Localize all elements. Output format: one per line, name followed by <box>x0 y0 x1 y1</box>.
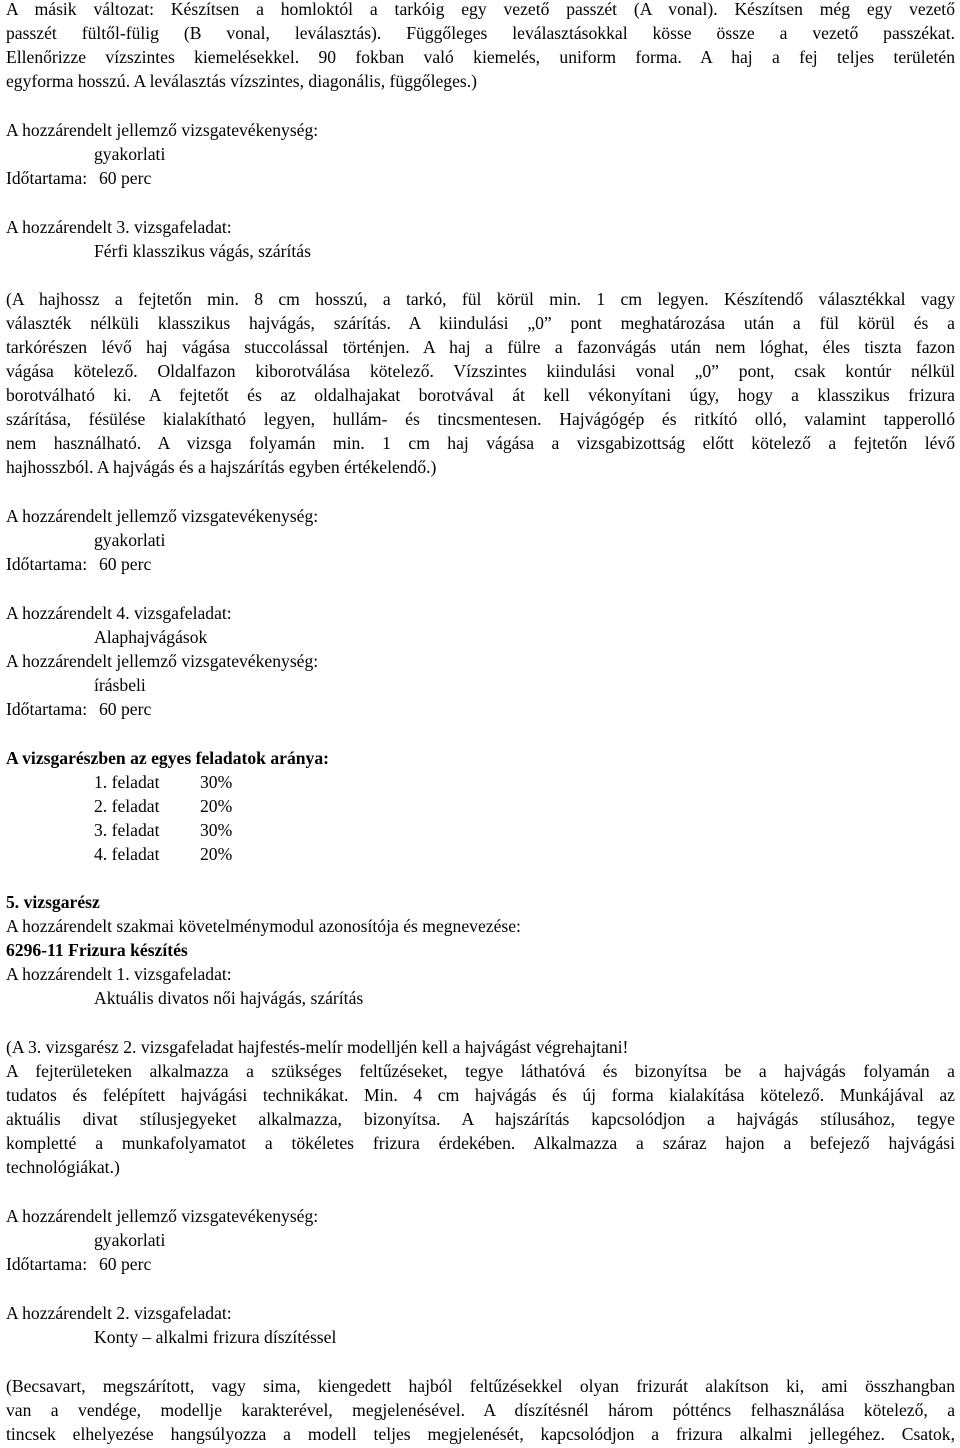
duration-value: 60 perc <box>99 1254 152 1274</box>
ratios-heading: A vizsgarészben az egyes feladatok aránya: <box>6 748 329 768</box>
task2-line-1: (Becsavart, megszárított, vagy sima, kiengedett hajból feltűzésekkel olyan frizurát alakítson ki, ami összhangban <box>6 1376 955 1396</box>
ratio-row <box>94 794 232 818</box>
duration-label: Időtartama: <box>6 1254 88 1274</box>
intro-line-2: passzét fültől-fülig (B vonal, leválasztás). Függőleges leválasztásokkal kösse össze a vezető passzékat. <box>6 23 955 43</box>
part5-line-4: kompletté a munkafolyamatot a tökéletes frizura érdekében. Alkalmazza a száraz hajon a befejező hajvágási <box>6 1133 955 1153</box>
activity-label: A hozzárendelt jellemző vizsgatevékenység: <box>6 651 319 671</box>
activity-label: A hozzárendelt jellemző vizsgatevékenység: <box>6 120 319 140</box>
task-title: Konty – alkalmi frizura díszítéssel <box>94 1327 337 1347</box>
intro-line-3: Ellenőrizze vízszintes kiemelésekkel. 90 fokban való kiemelés, uniform forma. A haj a fej teljes területén <box>6 47 955 67</box>
duration-value: 60 perc <box>99 699 152 719</box>
task3-line-3: tarkórészen lévő haj vágása stuccolással történjen. A haj a fülre a fazonvágás után nem lóghat, éles tiszta fazon <box>6 337 955 357</box>
duration-label: Időtartama: <box>6 168 88 188</box>
ratio-pct: 20% <box>200 796 233 816</box>
duration-row <box>6 166 151 190</box>
task-label: A hozzárendelt 2. vizsgafeladat: <box>6 1303 232 1323</box>
ratio-task: 4. feladat <box>94 844 160 864</box>
activity-label: A hozzárendelt jellemző vizsgatevékenység: <box>6 506 319 526</box>
ratio-pct: 20% <box>200 844 233 864</box>
ratio-pct: 30% <box>200 820 233 840</box>
task-title: Aktuális divatos női hajvágás, szárítás <box>94 988 364 1008</box>
part5-line-1: A fejterületeken alkalmazza a szükséges feltűzéseket, tegye láthatóvá és bizonyítsa be a hajvágás folyamán a <box>6 1061 955 1081</box>
ratio-pct: 30% <box>200 772 233 792</box>
task-note: (A 3. vizsgarész 2. vizsgafeladat hajfestés-melír modelljén kell a hajvágást végrehajtani! <box>6 1037 629 1057</box>
activity-value: gyakorlati <box>94 1230 166 1250</box>
task2-line-2: van a vendége, modellje karakterével, megjelenésével. A díszítésnél három pótténcs felhasználása kötelező, a <box>6 1400 955 1420</box>
duration-row <box>6 552 151 576</box>
activity-value: gyakorlati <box>94 530 166 550</box>
task3-line-1: (A hajhossz a fejtetőn min. 8 cm hosszú, a tarkó, fül körül min. 1 cm legyen. Készítendő választékkal vagy <box>6 289 955 309</box>
task3-line-8: hajhosszból. A hajvágás és a hajszárítás egyben értékelendő.) <box>6 457 437 477</box>
ratio-row <box>94 842 232 866</box>
task3-line-7: nem használható. A vizsga folyamán min. 1 cm haj vágása a vizsgabizottság előtt kötelező a fejtetőn lévő <box>6 433 955 453</box>
ratio-task: 3. feladat <box>94 820 160 840</box>
intro-line-4: egyforma hosszú. A leválasztás vízszintes, diagonális, függőleges.) <box>6 71 478 91</box>
task-label: A hozzárendelt 1. vizsgafeladat: <box>6 964 232 984</box>
duration-row <box>6 697 151 721</box>
activity-value: gyakorlati <box>94 144 166 164</box>
part5-line-3: aktuális divat stílusjegyeket alkalmazza, bizonyítsa. A hajszárítás kapcsolódjon a hajvágás stílusához, tegye <box>6 1109 955 1129</box>
ratio-row <box>94 770 232 794</box>
task-label: A hozzárendelt 3. vizsgafeladat: <box>6 217 232 237</box>
activity-label: A hozzárendelt jellemző vizsgatevékenység: <box>6 1206 319 1226</box>
duration-value: 60 perc <box>99 168 152 188</box>
ratio-task: 2. feladat <box>94 796 160 816</box>
task-title: Férfi klasszikus vágás, szárítás <box>94 241 311 261</box>
part5-line-5: technológiákat.) <box>6 1157 120 1177</box>
task-label: A hozzárendelt 4. vizsgafeladat: <box>6 603 232 623</box>
module-name: 6296-11 Frizura készítés <box>6 940 188 960</box>
module-label: A hozzárendelt szakmai követelménymodul azonosítója és megnevezése: <box>6 916 521 936</box>
task3-line-2: választék nélküli klasszikus hajvágás, szárítás. A kiindulási „0” pont meghatározása után a fül körül és a <box>6 313 955 333</box>
part5-line-2: tudatos és felépített hajvágási technikákat. Min. 4 cm hajvágás és új forma kialakítása kötelező. Munkájával az <box>6 1085 955 1105</box>
section-heading: 5. vizsgarész <box>6 892 100 912</box>
ratio-task: 1. feladat <box>94 772 160 792</box>
ratio-row <box>94 818 232 842</box>
duration-label: Időtartama: <box>6 554 88 574</box>
duration-label: Időtartama: <box>6 699 88 719</box>
activity-value: írásbeli <box>94 675 146 695</box>
task3-line-6: szárítása, fésülése kialakítható legyen, hullám- és tincsmentesen. Hajvágógép és ritkító olló, valamint tapperolló <box>6 409 955 429</box>
task2-line-3: tincsek elhelyezése hangsúlyozza a modell teljes megjelenését, kapcsolódjon a frizura alkalmi jellegéhez. Csatok, <box>6 1424 955 1444</box>
duration-value: 60 perc <box>99 554 152 574</box>
intro-line-1: A másik változat: Készítsen a homloktól a tarkóig egy vezető passzét (A vonal). Készítsen még egy vezető <box>6 0 955 19</box>
task3-line-4: vágása kötelező. Oldalfazon kiborotválása kötelező. Vízszintes kiindulási vonal „0” pont, csak kontúr nélkül <box>6 361 955 381</box>
task-title: Alaphajvágások <box>94 627 208 647</box>
duration-row <box>6 1252 151 1276</box>
task3-line-5: borotválható ki. A fejtetőt és az oldalhajakat borotvával át kell vékonyítani úgy, hogy a klasszikus frizura <box>6 385 955 405</box>
